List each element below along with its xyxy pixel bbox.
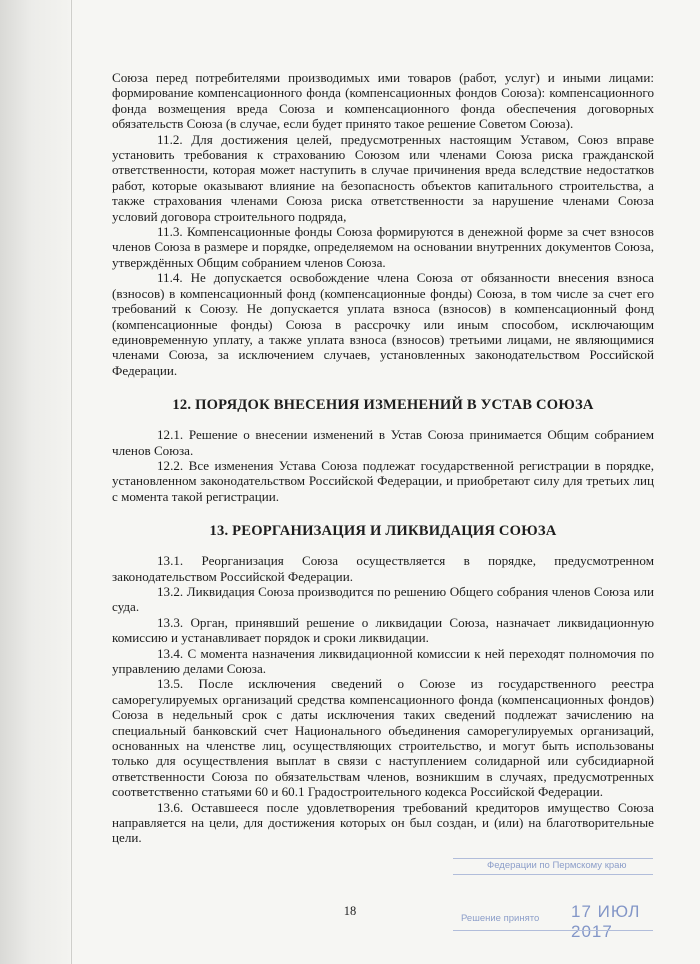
paragraph-11-3: 11.3. Компенсационные фонды Союза формируются в денежной форме за счет взносов членов Союза в размере и порядке, определяемом на основании внутренних документов Союза, утверждённых Общим собранием членов Союза. (112, 224, 654, 270)
stamp-date: 17 ИЮЛ 2017 (571, 902, 641, 941)
stamp-rule-middle (453, 874, 653, 875)
binding-shadow (0, 0, 70, 964)
paragraph-13-5: 13.5. После исключения сведений о Союзе из государственного реестра саморегулируемых организаций средства компенсационного фонда (компенсационных фондов) Союза в недельный срок с даты исключения таких сведений подлежат зачислению на специальный банковский счет Национального объединения саморегулируемых организаций, основанных на членстве лиц, осуществляющих строительство, и могут быть использованы только для осуществления выплат в связи с наступлением солидарной или субсидиарной ответственности Союза по обязательствам членов, возникшим в случаях, предусмотренных соответственно статьями 60 и 60.1 Градостроительного кодекса Российской Федерации. (112, 676, 654, 800)
paragraph-12-2: 12.2. Все изменения Устава Союза подлежат государственной регистрации в порядке, установленном законодательством Российской Федерации, и приобретают силу для третьих лиц с момента такой регистрации. (112, 457, 654, 504)
paragraph-13-6: 13.6. Оставшееся после удовлетворения требований кредиторов имущество Союза направляется на цели, для достижения которых он был создан, и (или) на благотворительные цели. (112, 799, 654, 846)
paragraph-11-1-continued: Союза перед потребителями производимых ими товаров (работ, услуг) и иными лицами: формирование компенсационного фонда (компенсационных фондов Союза): компенсационного фонда возмещения вреда Союза и компенсационного фонда обеспечения договорных обязательств Союза (в случае, если будет принято такое решение Советом Союза). (112, 70, 654, 132)
section-12-heading: 12. ПОРЯДОК ВНЕСЕНИЯ ИЗМЕНЕНИЙ В УСТАВ СОЮЗА (172, 397, 594, 414)
section-13-heading: 13. РЕОРГАНИЗАЦИЯ И ЛИКВИДАЦИЯ СОЮЗА (209, 523, 557, 540)
paragraph-13-4: 13.4. С момента назначения ликвидационной комиссии к ней переходят полномочия по управлению делами Союза. (112, 645, 654, 676)
stamp-text-authority: Федерации по Пермскому краю (487, 860, 627, 871)
paragraph-13-1: 13.1. Реорганизация Союза осуществляется в порядке, предусмотренном законодательством Российской Федерации. (112, 553, 654, 584)
paragraph-11-4: 11.4. Не допускается освобождение члена Союза от обязанности внесения взноса (взносов) в компенсационный фонд (компенсационные фонды) Союза, в том числе за счет его требований к Союзу. Не допускается уплата взноса (взносов) в компенсационный фонд (компенсационные фонды) Союза в рассрочку или иным способом, исключающим единовременную уплату, а также уплата взноса (взносов) третьими лицами, не являющимися членами Союза, за исключением случаев, установленных законодательством Российской Федерации. (112, 270, 654, 378)
stamp-rule-bottom (453, 930, 653, 931)
document-body (112, 70, 654, 846)
paragraph-13-3: 13.3. Орган, принявший решение о ликвидации Союза, назначает ликвидационную комиссию и устанавливает порядок и сроки ликвидации. (112, 614, 654, 646)
stamp-text-decision: Решение принято (461, 913, 540, 924)
page-number: 18 (343, 904, 357, 918)
paragraph-12-1: 12.1. Решение о внесении изменений в Устав Союза принимается Общим собранием членов Союза. (112, 427, 654, 458)
binding-edge (71, 0, 72, 964)
paragraph-11-2: 11.2. Для достижения целей, предусмотренных настоящим Уставом, Союз вправе установить требования к страхованию Союзом или членами Союза риска гражданской ответственности, которая может наступить в случае причинения вреда вследствие недостатков работ, которые оказывают влияние на безопасность объектов капитального строительства, а также страхования членами Союза риска ответственности за нарушение членами Союза условий договора строительного подряда, (112, 131, 654, 224)
paragraph-13-2: 13.2. Ликвидация Союза производится по решению Общего собрания членов Союза или суда. (112, 583, 654, 615)
registration-stamp (447, 858, 659, 941)
stamp-rule-top (453, 858, 653, 859)
